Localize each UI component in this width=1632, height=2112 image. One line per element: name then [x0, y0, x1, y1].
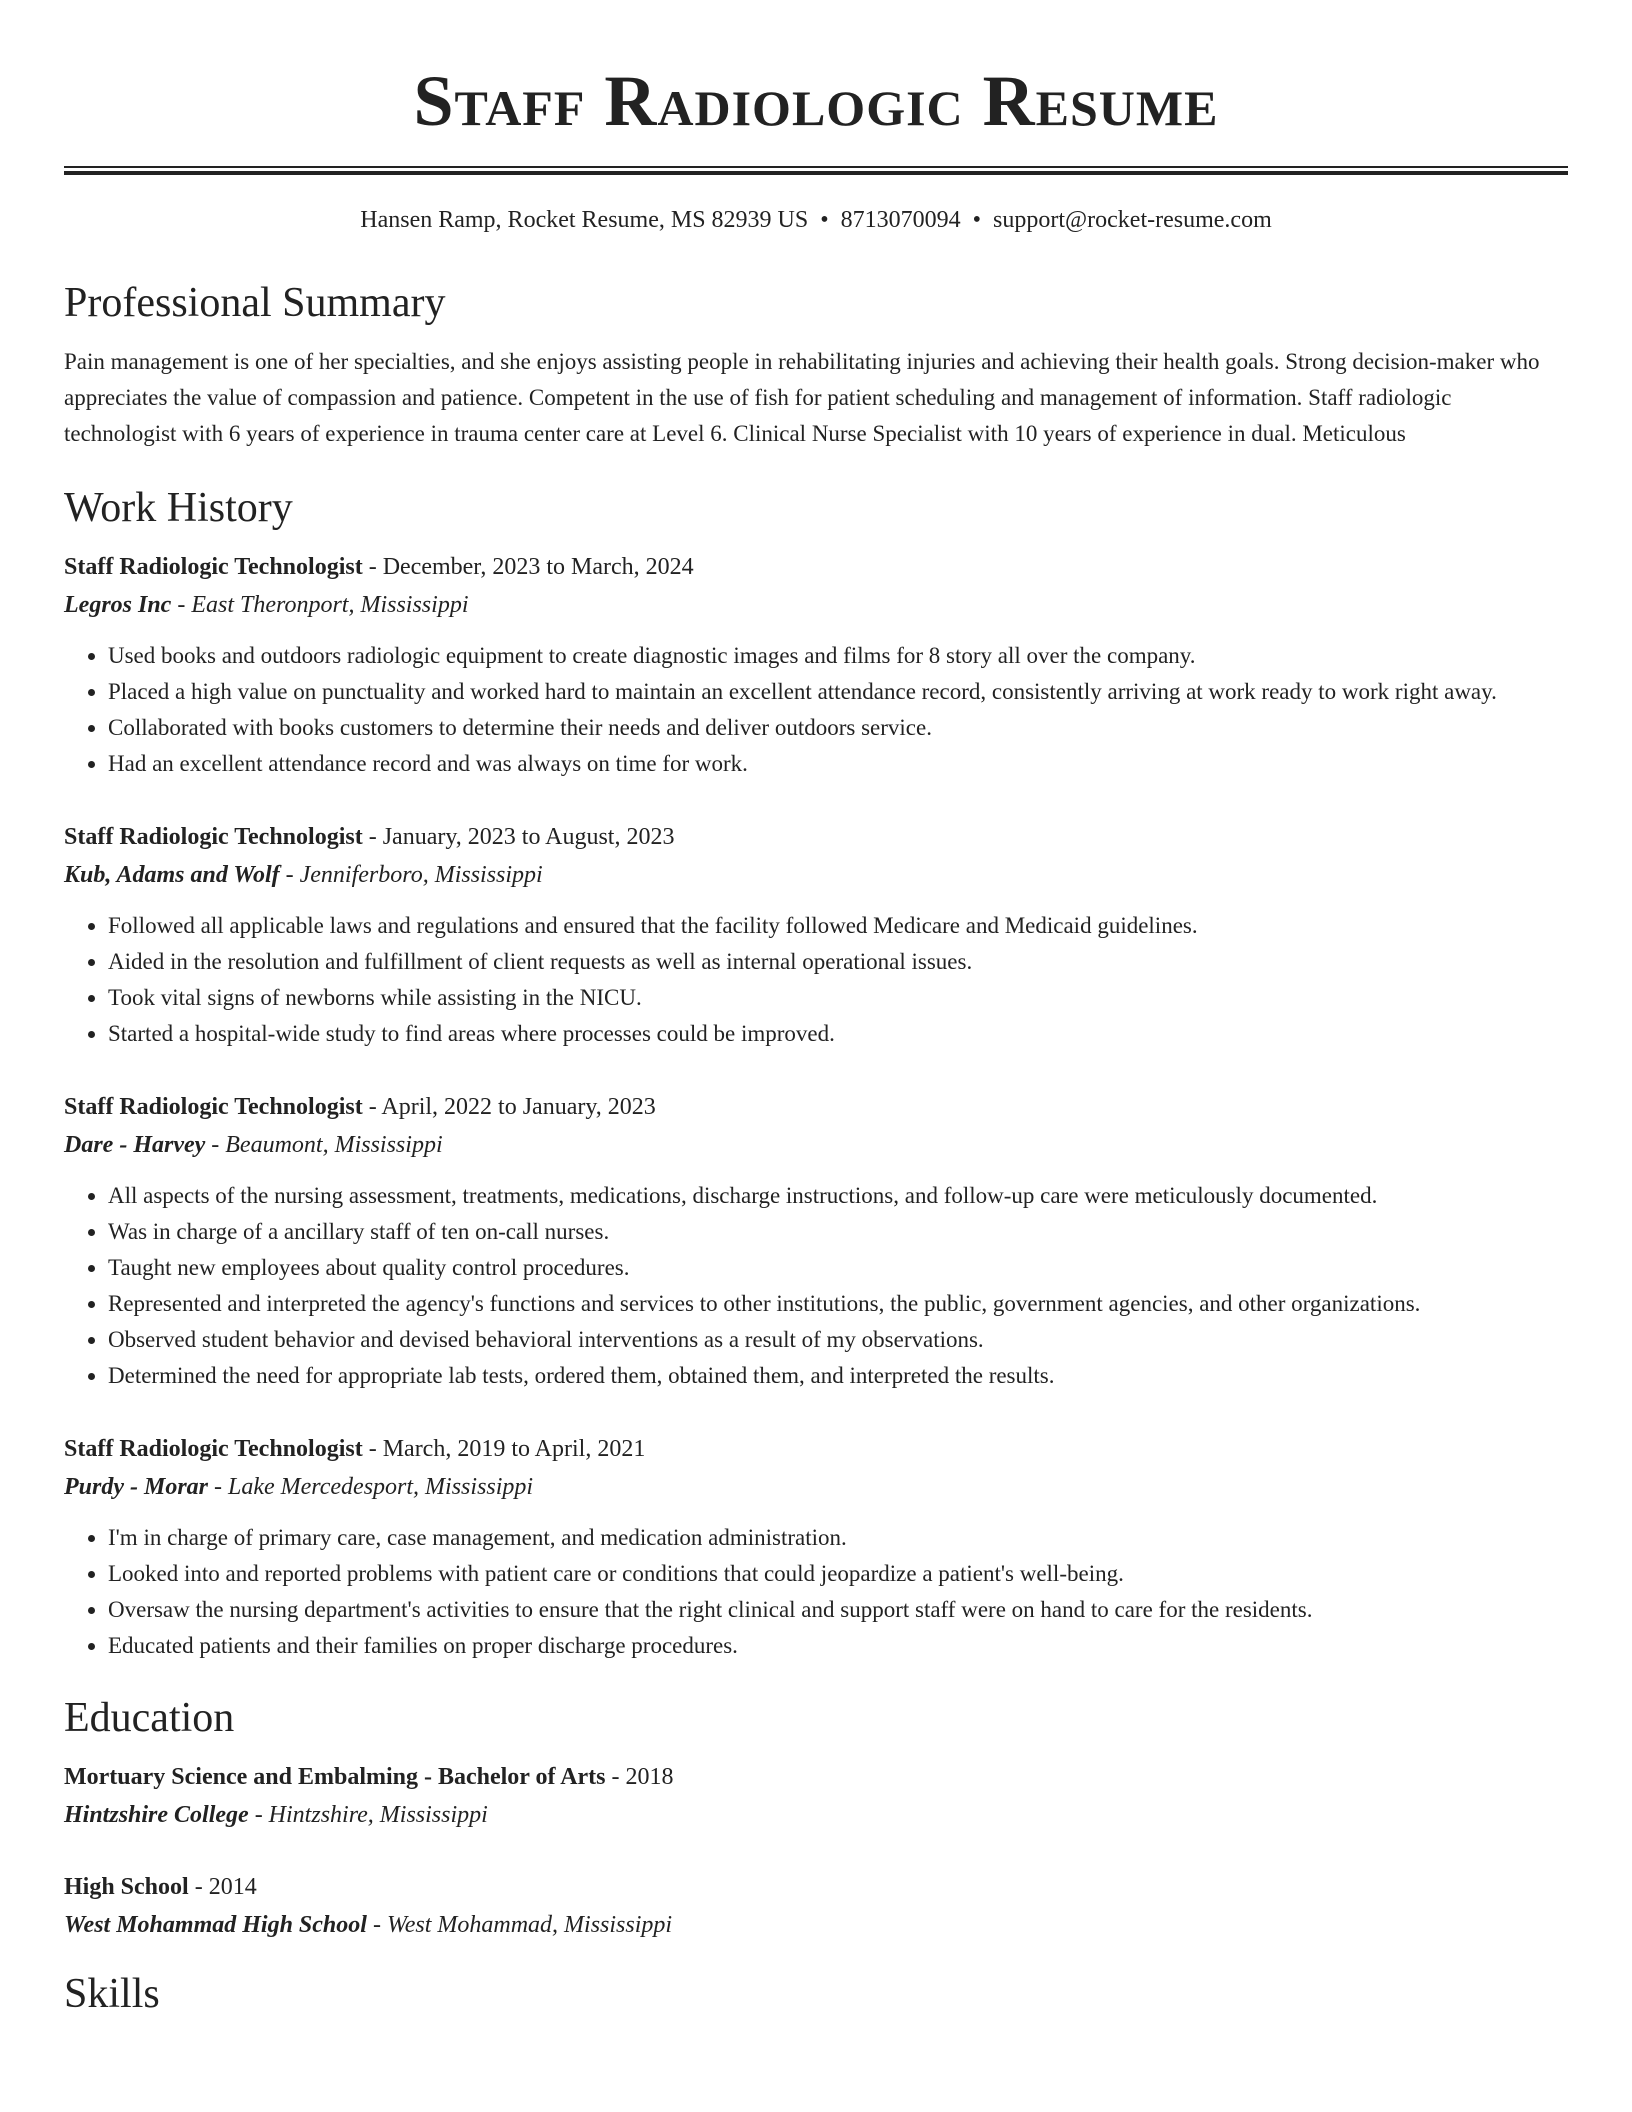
job-company: Purdy - Morar — [64, 1474, 209, 1500]
job-bullet: • Collaborated with books customers to determine their needs and deliver outdoors service. — [108, 710, 1568, 746]
job-bullet: • Was in charge of a ancillary staff of ten on-call nurses. — [108, 1214, 1568, 1250]
job-bullet: • Had an excellent attendance record and was always on time for work. — [108, 746, 1568, 782]
education-degree-line — [64, 1868, 1568, 1906]
education-degree: Mortuary Science and Embalming - Bachelor of Arts — [64, 1764, 606, 1790]
job-bullet: • Taught new employees about quality control procedures. — [108, 1250, 1568, 1286]
job-title-line — [64, 1088, 1568, 1126]
job-title-line — [64, 1430, 1568, 1468]
job-bullet: • Placed a high value on punctuality and worked hard to maintain an excellent attendance record, consistently arriving at work ready to work right away. — [108, 674, 1568, 710]
job-bullet: • Determined the need for appropriate lab tests, ordered them, obtained them, and interpreted the results. — [108, 1358, 1568, 1394]
job-entry — [64, 548, 1568, 782]
job-bullet: • Aided in the resolution and fulfillment of client requests as well as internal operational issues. — [108, 944, 1568, 980]
job-bullet: • Used books and outdoors radiologic equipment to create diagnostic images and films for 8 story all over the company. — [108, 638, 1568, 674]
job-bullet: • Educated patients and their families on proper discharge procedures. — [108, 1628, 1568, 1664]
job-bullet: • I'm in charge of primary care, case management, and medication administration. — [108, 1520, 1568, 1556]
job-location: - Jenniferboro, Mississippi — [279, 862, 543, 888]
education-degree-line — [64, 1758, 1568, 1796]
education-school: Hintzshire College — [64, 1802, 249, 1828]
job-bullet: • Observed student behavior and devised behavioral interventions as a result of my observations. — [108, 1322, 1568, 1358]
job-company-line — [64, 586, 1568, 624]
job-bullets — [64, 638, 1568, 782]
education-heading: Education — [64, 1695, 235, 1741]
job-location: - Lake Mercedesport, Mississippi — [208, 1474, 534, 1500]
job-title: Staff Radiologic Technologist — [64, 1094, 363, 1120]
job-entry — [64, 818, 1568, 1052]
job-dates: - December, 2023 to March, 2024 — [362, 554, 694, 580]
summary-text: Pain management is one of her specialties, and she enjoys assisting people in rehabilitating injuries and achieving their health goals. Strong decision-maker who appreciates the value of compassion and patience. Competent in the use of fish for patient scheduling and management of information. Staff radiologic technologist with 6 years of experience in trauma center care at Level 6. Clinical Nurse Specialist with 10 years of experience in dual. Meticulous — [64, 349, 1540, 446]
job-bullet: • Started a hospital-wide study to find areas where processes could be improved. — [108, 1016, 1568, 1052]
job-location: - Beaumont, Mississippi — [205, 1132, 443, 1158]
job-company-line — [64, 1126, 1568, 1164]
job-bullets — [64, 1178, 1568, 1394]
education-year: - 2014 — [188, 1874, 257, 1900]
job-title-line — [64, 548, 1568, 586]
education-location: - West Mohammad, Mississippi — [366, 1912, 673, 1938]
job-company: Kub, Adams and Wolf — [64, 862, 280, 888]
education-school: West Mohammad High School — [64, 1912, 367, 1938]
summary-heading: Professional Summary — [64, 280, 446, 326]
job-entry — [64, 1088, 1568, 1394]
contact-separator: • — [820, 207, 829, 233]
education-entry — [64, 1868, 1568, 1944]
resume-page — [64, 0, 1568, 2020]
job-company: Legros Inc — [64, 592, 172, 618]
education-school-line — [64, 1906, 1568, 1944]
job-bullet: • All aspects of the nursing assessment, treatments, medications, discharge instructions, and follow-up care were meticulously documented. — [108, 1178, 1568, 1214]
job-bullet: • Looked into and reported problems with patient care or conditions that could jeopardize a patient's well-being. — [108, 1556, 1568, 1592]
education-entry — [64, 1758, 1568, 1834]
job-dates: - March, 2019 to April, 2021 — [362, 1436, 646, 1462]
job-title: Staff Radiologic Technologist — [64, 1436, 363, 1462]
job-bullets — [64, 1520, 1568, 1664]
job-company: Dare - Harvey — [64, 1132, 206, 1158]
job-company-line — [64, 1468, 1568, 1506]
job-company-line — [64, 856, 1568, 894]
contact-email: support@rocket-resume.com — [993, 207, 1272, 233]
contact-phone: 8713070094 — [840, 207, 961, 233]
skills-heading: Skills — [64, 1971, 160, 2017]
education-year: - 2018 — [605, 1764, 674, 1790]
job-dates: - January, 2023 to August, 2023 — [362, 824, 675, 850]
job-location: - East Theronport, Mississippi — [171, 592, 469, 618]
education-location: - Hintzshire, Mississippi — [248, 1802, 488, 1828]
resume-title: Staff Radiologic Resume — [413, 61, 1219, 141]
job-entry — [64, 1430, 1568, 1664]
education-degree: High School — [64, 1874, 189, 1900]
contact-line — [64, 205, 1568, 235]
job-bullet: • Took vital signs of newborns while assisting in the NICU. — [108, 980, 1568, 1016]
job-bullet: • Represented and interpreted the agency's functions and services to other institutions, the public, government agencies, and other organizations. — [108, 1286, 1568, 1322]
job-dates: - April, 2022 to January, 2023 — [362, 1094, 656, 1120]
job-bullet: • Oversaw the nursing department's activities to ensure that the right clinical and support staff were on hand to care for the residents. — [108, 1592, 1568, 1628]
work-history-heading: Work History — [64, 485, 293, 531]
contact-separator: • — [972, 207, 982, 233]
job-bullet: • Followed all applicable laws and regulations and ensured that the facility followed Medicare and Medicaid guidelines. — [108, 908, 1568, 944]
job-title: Staff Radiologic Technologist — [64, 824, 363, 850]
job-title-line — [64, 818, 1568, 856]
education-school-line — [64, 1796, 1568, 1834]
title-divider — [64, 166, 1568, 175]
job-bullets — [64, 908, 1568, 1052]
job-title: Staff Radiologic Technologist — [64, 554, 363, 580]
contact-address: Hansen Ramp, Rocket Resume, MS 82939 US — [360, 207, 809, 233]
